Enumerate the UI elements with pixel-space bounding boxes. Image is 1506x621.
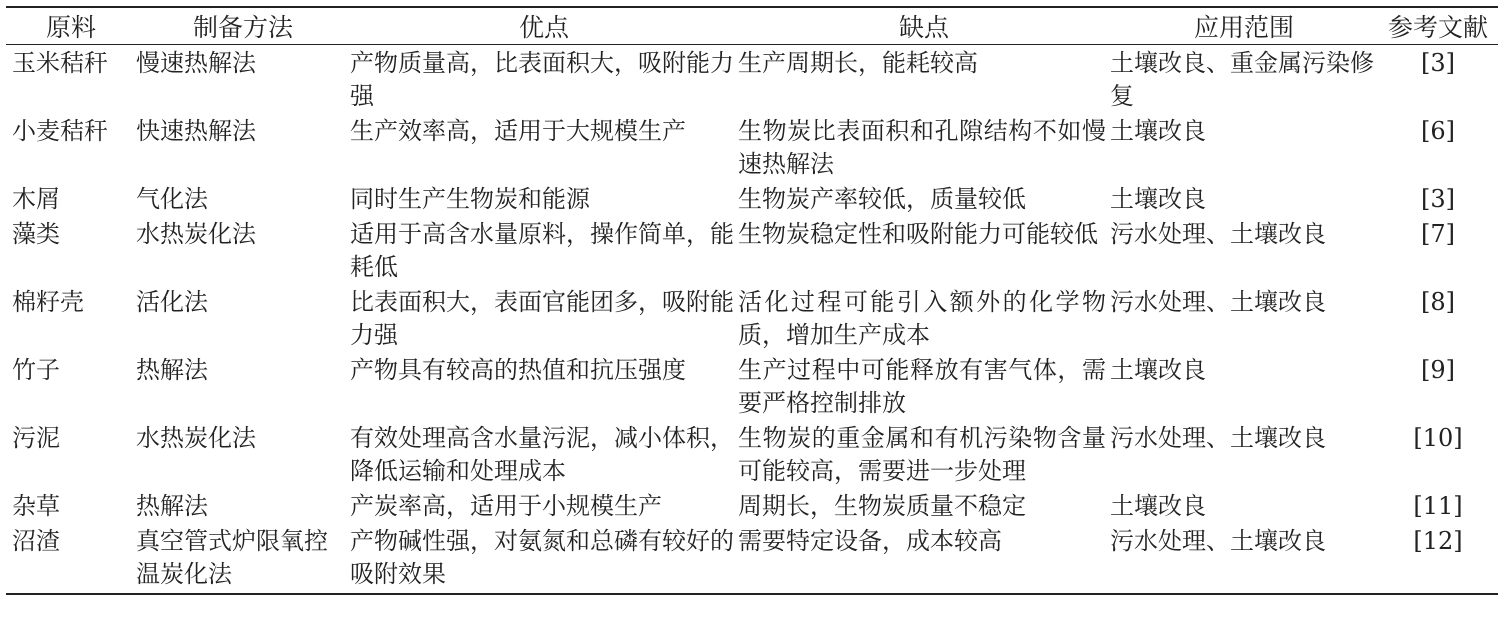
table-row [6, 284, 1498, 352]
cell-method: 热解法 [136, 492, 208, 520]
cell-material: 木屑 [12, 185, 60, 213]
table-body [6, 45, 1498, 595]
cell-cons: 活化过程可能引入额外的化学物质，增加生产成本 [738, 288, 1106, 349]
table-row [6, 420, 1498, 488]
cell-material: 竹子 [12, 356, 60, 384]
cell-application: 土壤改良 [1110, 185, 1206, 213]
cell-pros: 生产效率高，适用于大规模生产 [350, 117, 686, 145]
cell-method: 活化法 [136, 288, 208, 316]
cell-method: 水热炭化法 [136, 424, 256, 452]
header-method: 制备方法 [192, 13, 293, 42]
cell-cons: 生物炭稳定性和吸附能力可能较低 [738, 220, 1098, 248]
header-cons: 缺点 [898, 13, 949, 42]
cell-pros: 同时生产生物炭和能源 [350, 185, 590, 213]
table-row [6, 45, 1498, 114]
cell-cons: 周期长，生物炭质量不稳定 [738, 492, 1026, 520]
table-row [6, 352, 1498, 420]
cell-material: 杂草 [12, 492, 60, 520]
cell-application: 污水处理、土壤改良 [1110, 424, 1326, 452]
cell-material: 污泥 [12, 424, 60, 452]
cell-method: 慢速热解法 [136, 49, 256, 77]
cell-cons: 生产周期长，能耗较高 [738, 49, 978, 77]
cell-cons: 需要特定设备，成本较高 [738, 527, 1002, 555]
table-header [6, 7, 1498, 45]
table-row [6, 113, 1498, 181]
cell-reference: [6] [1421, 117, 1455, 145]
cell-application: 土壤改良、重金属污染修复 [1110, 49, 1374, 110]
cell-application: 污水处理、土壤改良 [1110, 288, 1326, 316]
cell-reference: [7] [1421, 220, 1455, 248]
cell-reference: [3] [1421, 185, 1455, 213]
table-row [6, 488, 1498, 523]
cell-pros: 产炭率高，适用于小规模生产 [350, 492, 662, 520]
cell-method: 气化法 [136, 185, 208, 213]
cell-pros: 产物质量高，比表面积大，吸附能力强 [350, 49, 734, 110]
cell-application: 土壤改良 [1110, 117, 1206, 145]
cell-application: 土壤改良 [1110, 492, 1206, 520]
cell-method: 真空管式炉限氧控温炭化法 [136, 527, 328, 588]
cell-material: 玉米秸秆 [12, 49, 108, 77]
cell-pros: 产物碱性强，对氨氮和总磷有较好的吸附效果 [350, 527, 734, 588]
cell-reference: [12] [1413, 527, 1463, 555]
cell-method: 热解法 [136, 356, 208, 384]
header-application: 应用范围 [1193, 13, 1294, 42]
header-material: 原料 [45, 13, 96, 42]
cell-cons: 生产过程中可能释放有害气体，需要严格控制排放 [738, 356, 1106, 417]
cell-reference: [3] [1421, 49, 1455, 77]
cell-pros: 有效处理高含水量污泥，减小体积，降低运输和处理成本 [350, 424, 734, 485]
table-row [6, 216, 1498, 284]
table-row [6, 181, 1498, 216]
cell-reference: [10] [1413, 424, 1463, 452]
cell-reference: [11] [1413, 492, 1463, 520]
cell-application: 污水处理、土壤改良 [1110, 220, 1326, 248]
table-row [6, 523, 1498, 594]
cell-pros: 产物具有较高的热值和抗压强度 [350, 356, 686, 384]
cell-method: 水热炭化法 [136, 220, 256, 248]
cell-cons: 生物炭的重金属和有机污染物含量可能较高，需要进一步处理 [738, 424, 1106, 485]
header-pros: 优点 [518, 13, 569, 42]
cell-method: 快速热解法 [136, 117, 256, 145]
cell-application: 污水处理、土壤改良 [1110, 527, 1326, 555]
cell-reference: [8] [1421, 288, 1455, 316]
cell-pros: 比表面积大，表面官能团多，吸附能力强 [350, 288, 734, 349]
cell-pros: 适用于高含水量原料，操作简单，能耗低 [350, 220, 734, 281]
header-reference: 参考文献 [1387, 13, 1488, 42]
header-row [6, 7, 1498, 45]
cell-reference: [9] [1421, 356, 1455, 384]
cell-application: 土壤改良 [1110, 356, 1206, 384]
table-container [0, 6, 1506, 621]
cell-material: 藻类 [12, 220, 60, 248]
cell-cons: 生物炭比表面积和孔隙结构不如慢速热解法 [738, 117, 1106, 178]
cell-material: 棉籽壳 [12, 288, 84, 316]
biochar-comparison-table [6, 6, 1498, 595]
cell-cons: 生物炭产率较低，质量较低 [738, 185, 1026, 213]
cell-material: 沼渣 [12, 527, 60, 555]
cell-material: 小麦秸秆 [12, 117, 108, 145]
